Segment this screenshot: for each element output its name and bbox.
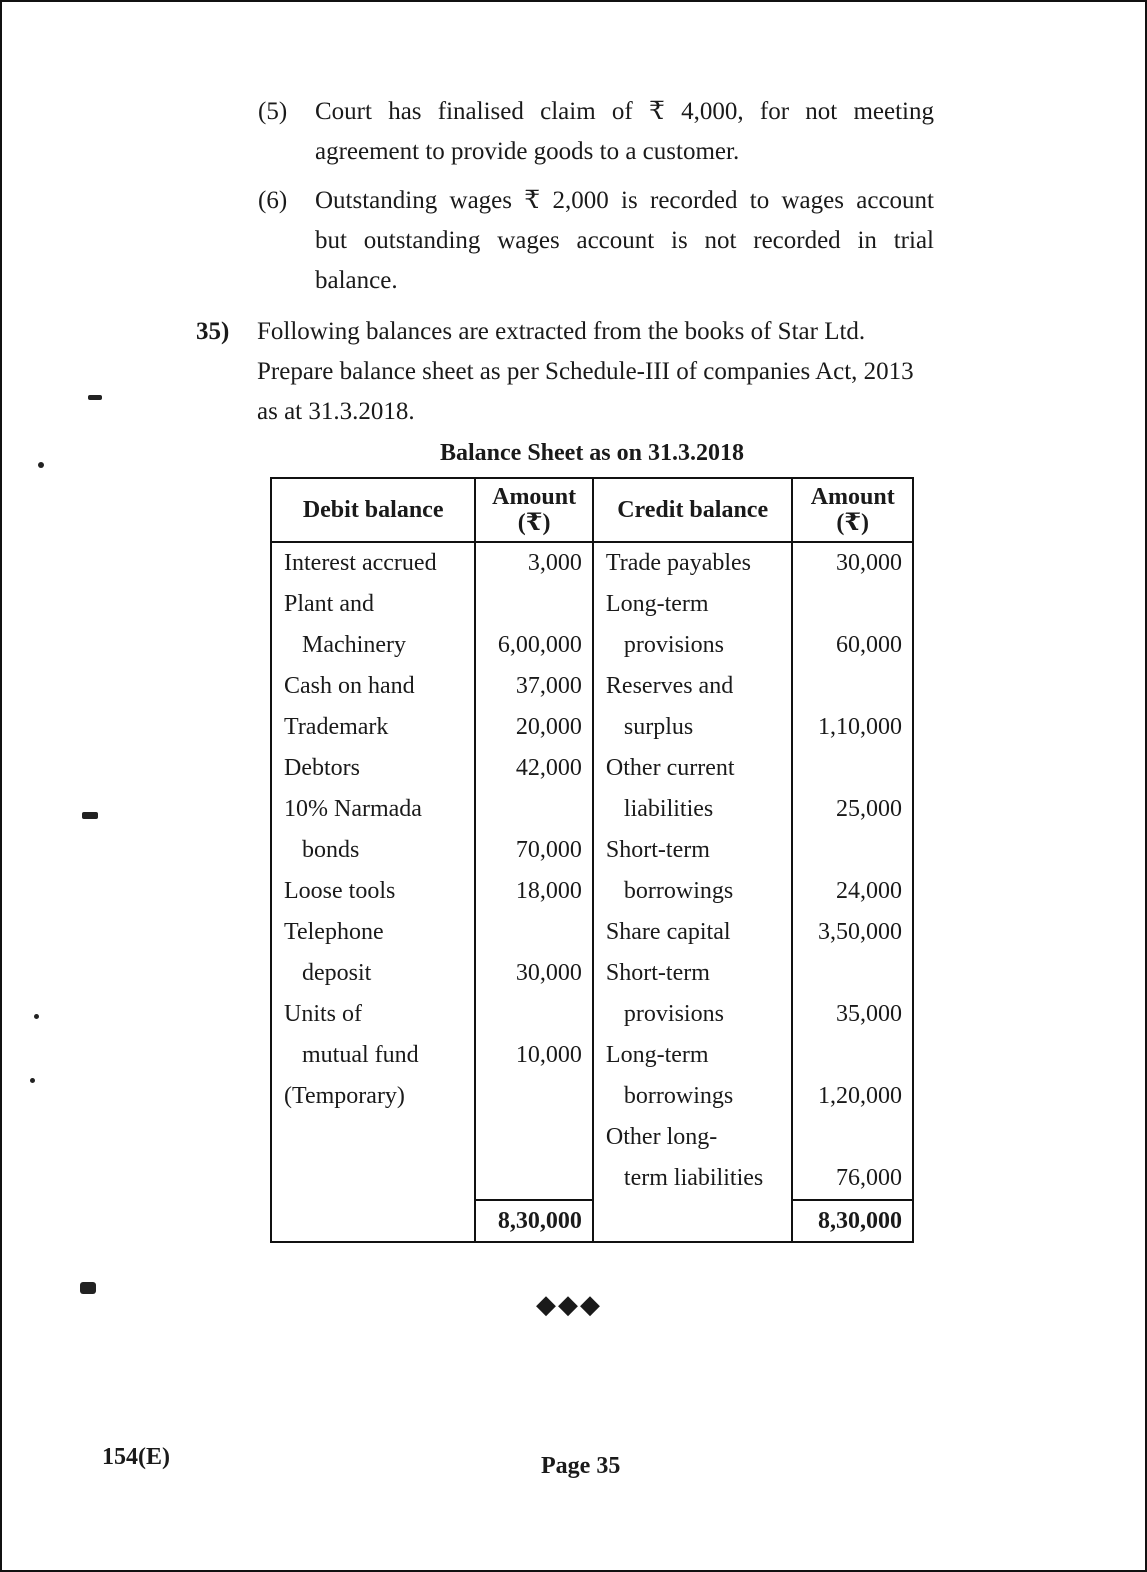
line-item-amount: 76,000 [836,1165,902,1191]
line-item-amount [793,584,912,625]
header-credit-balance: Credit balance [593,478,792,542]
line-item-label: Share capital [605,919,731,945]
line-item-label: Interest accrued [284,550,437,576]
credit-amounts [793,543,912,1199]
paper-code: 154(E) [102,1444,170,1470]
header-currency-label: (₹) [517,510,551,536]
line-item-label: Plant and [284,591,374,617]
line-item-label: 10% Narmada [284,796,422,822]
scan-speck [88,395,102,400]
question-number: 35) [196,318,230,345]
line-item-label: Debtors [284,755,360,781]
line-item-amount: 1,20,000 [818,1083,902,1109]
line-item-amount [793,830,912,871]
line-item-amount [476,1117,592,1158]
line-item-amount [476,584,592,625]
line-item-amount: 20,000 [515,714,582,740]
line-item-amount: 35,000 [836,1001,902,1027]
total-blank-cell [593,1200,792,1242]
header-amount-debit [475,478,593,542]
line-item-label: Reserves and [605,673,734,699]
page-number: Page 35 [541,1453,621,1479]
header-amount-label: Amount [810,484,895,510]
line-item-label: term liabilities [623,1165,764,1191]
scan-speck [82,812,98,819]
line-item-amount [476,1076,592,1117]
line-item-amount: 1,10,000 [818,714,902,740]
scan-speck [34,1014,39,1019]
item-text [315,92,934,172]
header-amount-credit [792,478,913,542]
line-item-amount: 6,00,000 [497,632,582,658]
line-item-amount [793,1117,912,1158]
line-item-amount [476,912,592,953]
line-item-amount [476,789,592,830]
line-item-amount: 37,000 [515,673,582,699]
line-item-label: Trademark [284,714,389,740]
credit-descriptions-cell [593,542,792,1200]
line-item-amount [476,1158,592,1199]
line-item-amount: 70,000 [515,837,582,863]
question-text-line: as at 31.3.2018. [257,398,415,425]
question-text-line: Following balances are extracted from the books of Star Ltd. [257,318,866,345]
table-total-row [271,1200,913,1242]
line-item-label: liabilities [623,796,714,822]
line-item-label: bonds [302,837,360,863]
line-item-amount: 24,000 [836,878,902,904]
line-item-label: borrowings [623,1083,734,1109]
item-text-line: Outstanding wages ₹ 2,000 is recorded to wages account [315,187,934,214]
line-item-label: mutual fund [302,1042,419,1068]
table-title: Balance Sheet as on 31.3.2018 [439,440,744,466]
line-item-label: surplus [623,714,694,740]
scan-speck [80,1282,96,1294]
line-item-label: borrowings [623,878,734,904]
line-item-amount: 3,50,000 [818,919,902,945]
line-item-amount [793,666,912,707]
line-item-label: Long-term [605,591,709,617]
balance-sheet-table [270,477,914,1243]
line-item-amount: 30,000 [836,550,902,576]
line-item-amount [793,953,912,994]
header-debit-balance: Debit balance [271,478,475,542]
line-item-amount: 10,000 [515,1042,582,1068]
line-item-label: Loose tools [284,878,396,904]
line-item-label: provisions [623,632,724,658]
line-item-label [272,1158,474,1199]
line-item-label [272,1117,474,1158]
total-blank-cell [271,1200,475,1242]
debit-descriptions [272,543,474,1199]
item-number: (5) [258,98,288,125]
item-text-line: but outstanding wages account is not recorded in trial [315,227,934,254]
line-item-amount: 42,000 [515,755,582,781]
line-item-label: provisions [623,1001,724,1027]
line-item-label: Machinery [302,632,406,658]
line-item-label: (Temporary) [284,1083,405,1109]
line-item-amount: 18,000 [515,878,582,904]
credit-descriptions [594,543,791,1199]
debit-total: 8,30,000 [475,1200,593,1242]
line-item-amount: 25,000 [836,796,902,822]
line-item-label: Trade payables [605,550,751,576]
line-item-amount: 30,000 [515,960,582,986]
line-item-label: Other long- [605,1124,718,1150]
item-text-line: agreement to provide goods to a customer. [315,138,740,165]
credit-total: 8,30,000 [792,1200,913,1242]
line-item-amount: 60,000 [836,632,902,658]
question-text-line: Prepare balance sheet as per Schedule-III of companies Act, 2013 [257,358,914,385]
header-currency-label: (₹) [836,510,870,536]
table-header-row [271,478,913,542]
item-number: (6) [258,187,288,214]
item-text [315,181,934,301]
line-item-amount [476,994,592,1035]
item-text-line: Court has finalised claim of ₹ 4,000, for not meeting [315,98,934,125]
scan-speck [30,1078,35,1083]
line-item-label: Units of [284,1001,362,1027]
line-item-amount: 3,000 [527,550,582,576]
debit-amounts-cell [475,542,593,1200]
credit-amounts-cell [792,542,913,1200]
line-item-amount [793,1035,912,1076]
line-item-label: deposit [302,960,372,986]
line-item-label: Short-term [605,960,710,986]
header-amount-label: Amount [492,484,577,510]
scan-speck [38,462,44,468]
line-item-label: Short-term [605,837,710,863]
line-item-label: Cash on hand [284,673,415,699]
item-text-line: balance. [315,267,398,294]
line-item-amount [793,748,912,789]
line-item-label: Long-term [605,1042,709,1068]
table-body-row [271,542,913,1200]
debit-descriptions-cell [271,542,475,1200]
end-of-section-diamonds: ◆◆◆ [536,1290,602,1319]
question-text [257,312,936,432]
line-item-label: Telephone [284,919,384,945]
debit-amounts [476,543,592,1199]
line-item-label: Other current [605,755,735,781]
